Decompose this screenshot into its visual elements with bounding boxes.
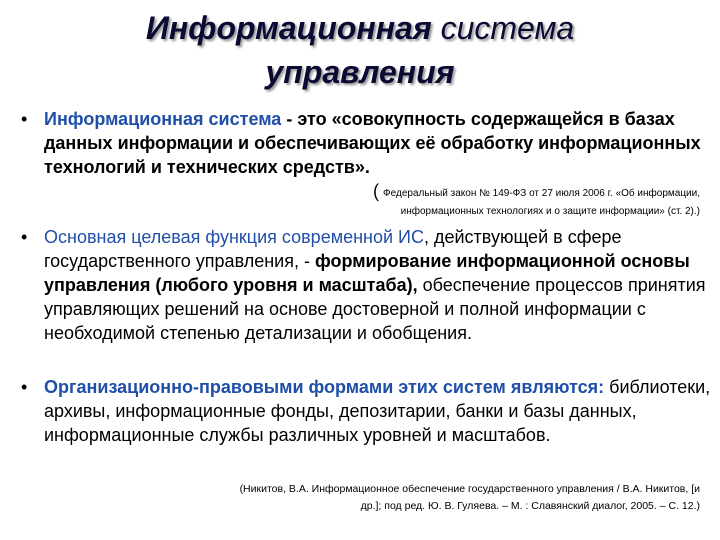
bullet-marker: • [21,227,28,247]
bullet-item-1 [0,107,720,179]
bullet-item-3 [0,375,720,447]
bullet-text [44,107,714,179]
citation-book-line-2: др.]; под ред. Ю. В. Гуляева. – М. : Славянский диалог, 2005. – С. 12.) [360,500,700,512]
bullet-segment-2: формирование информационной основы управления (любого уровня и масштаба), [44,251,690,295]
citation-book-line-1: (Никитов, В.А. Информационное обеспечение государственного управления / В.А. Никитов, [и [239,483,700,495]
title-line-2: управления [265,54,455,90]
bullet-item-2 [0,225,720,345]
bullet-lead: Информационная система [44,109,282,129]
bullet-lead: Основная целевая функция современной ИС [44,227,424,247]
citation-book [160,481,700,515]
bullet-text [44,225,714,345]
slide-title [0,6,720,94]
bullet-marker: • [21,377,28,397]
bullet-rest: - это «совокупность содержащейся в базах данных информации и обеспечивающих её обработку информационных технологий и технических средств». [44,109,701,177]
citation-paren: ( [373,181,380,201]
bullet-marker: • [21,109,28,129]
citation-law-line-1 [280,182,700,203]
bullet-text [44,375,714,447]
bullet-rest: библиотеки, архивы, информационные фонды, депозитарии, банки и базы данных, информационные службы различных уровней и масштабов. [44,377,711,445]
title-line-1 [0,6,720,50]
bullet-lead: Организационно-правовыми формами этих систем являются: [44,377,605,397]
citation-law-text-1: Федеральный закон № 149-ФЗ от 27 июля 2006 г. «Об информации, [383,188,700,199]
title-normal-part: система [440,10,575,46]
citation-law [280,182,700,221]
title-bold-part: Информационная [145,10,432,46]
bullet-segment-1: , действующей в сфере государственного управления, - [44,227,622,271]
citation-law-line-2: информационных технологиях и о защите информации» (ст. 2).) [400,206,700,217]
bullet-segment-3: обеспечение процессов принятия управляющих решений на основе достоверной и полной информации с необходимой степенью детализации и обобщения. [44,275,706,343]
